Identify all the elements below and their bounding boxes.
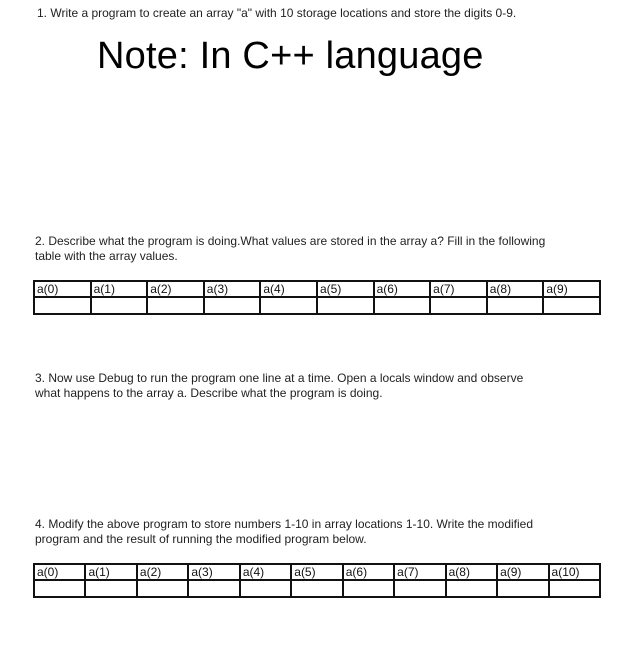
array-value-cell[interactable]	[204, 297, 261, 314]
question-4	[35, 517, 625, 547]
array-value-cell[interactable]	[240, 580, 291, 597]
array-header-cell: a(7)	[394, 564, 445, 580]
array-header-cell: a(0)	[34, 564, 85, 580]
question-1: 1. Write a program to create an array "a" with 10 storage locations and store the digits 0-9.	[37, 6, 517, 20]
array-header-cell: a(5)	[291, 564, 342, 580]
array-value-cell[interactable]	[291, 580, 342, 597]
array-value-cell[interactable]	[430, 297, 487, 314]
array-header-cell: a(0)	[34, 281, 91, 297]
array-header-cell: a(9)	[543, 281, 600, 297]
array-value-cell[interactable]	[91, 297, 148, 314]
question-2	[35, 234, 625, 264]
array-header-cell: a(3)	[188, 564, 239, 580]
question-2-line-2: table with the array values.	[35, 249, 178, 263]
array-table-2-header-row	[34, 564, 600, 580]
array-header-cell: a(2)	[147, 281, 204, 297]
array-header-cell: a(7)	[430, 281, 487, 297]
array-value-cell[interactable]	[34, 580, 85, 597]
array-table-1	[33, 280, 601, 315]
array-value-cell[interactable]	[343, 580, 394, 597]
array-value-cell[interactable]	[394, 580, 445, 597]
array-value-cell[interactable]	[446, 580, 497, 597]
array-value-cell[interactable]	[497, 580, 548, 597]
question-3	[35, 371, 625, 401]
array-value-cell[interactable]	[487, 297, 544, 314]
array-value-cell[interactable]	[34, 297, 91, 314]
array-value-cell[interactable]	[137, 580, 188, 597]
array-header-cell: a(2)	[137, 564, 188, 580]
array-value-cell[interactable]	[374, 297, 431, 314]
array-header-cell: a(9)	[497, 564, 548, 580]
question-3-line-2: what happens to the array a. Describe what the program is doing.	[35, 386, 383, 400]
array-header-cell: a(1)	[85, 564, 136, 580]
array-value-cell[interactable]	[188, 580, 239, 597]
array-table-1-value-row	[34, 297, 600, 314]
array-header-cell: a(6)	[343, 564, 394, 580]
array-table-1-header-row	[34, 281, 600, 297]
question-2-line-1: 2. Describe what the program is doing.What values are stored in the array a? Fill in the following	[35, 234, 546, 248]
array-value-cell[interactable]	[549, 580, 600, 597]
note-heading: Note: In C++ language	[97, 35, 484, 77]
question-4-line-2: program and the result of running the modified program below.	[35, 532, 367, 546]
array-header-cell: a(8)	[446, 564, 497, 580]
array-header-cell: a(10)	[549, 564, 600, 580]
array-value-cell[interactable]	[85, 580, 136, 597]
array-value-cell[interactable]	[147, 297, 204, 314]
array-header-cell: a(5)	[317, 281, 374, 297]
array-header-cell: a(4)	[240, 564, 291, 580]
array-header-cell: a(3)	[204, 281, 261, 297]
array-table-2	[33, 563, 601, 598]
array-value-cell[interactable]	[317, 297, 374, 314]
array-value-cell[interactable]	[543, 297, 600, 314]
question-4-line-1: 4. Modify the above program to store numbers 1-10 in array locations 1-10. Write the modified	[35, 517, 534, 531]
array-header-cell: a(1)	[91, 281, 148, 297]
array-header-cell: a(4)	[260, 281, 317, 297]
array-value-cell[interactable]	[260, 297, 317, 314]
array-header-cell: a(8)	[487, 281, 544, 297]
array-header-cell: a(6)	[374, 281, 431, 297]
array-table-2-value-row	[34, 580, 600, 597]
question-3-line-1: 3. Now use Debug to run the program one line at a time. Open a locals window and observe	[35, 371, 524, 385]
